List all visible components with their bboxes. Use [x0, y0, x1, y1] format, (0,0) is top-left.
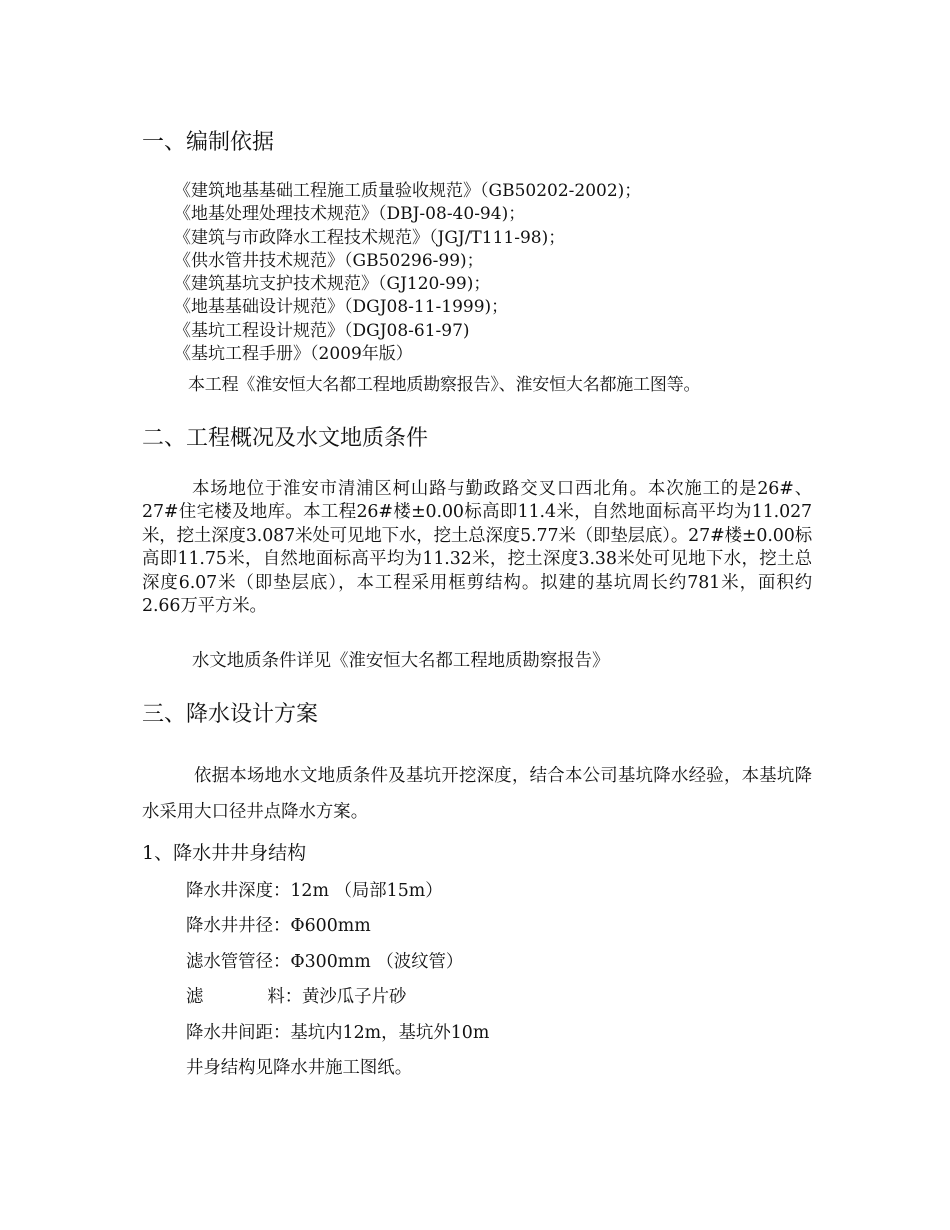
spec-item-depth — [186, 874, 489, 909]
project-overview-paragraph: 本场地位于淮安市清浦区柯山路与勤政路交叉口西北角。本次施工的是26#、27#住宅楼及地库。本工程26#楼±0.00标高即11.4米，自然地面标高平均为11.027米，挖土深度3.087米处可见地下水，挖土总深度5.77米（即垫层底）。27#楼±0.00标高即11.75米，自然地面标高平均为11.32米，挖土深度3.38米处可见地下水，挖土总深度6.07米（即垫层底），本工程采用框剪结构。拟建的基坑周长约781米，面积约2.66万平方米。 — [142, 479, 812, 617]
reference-item: 《基坑工程手册》（2009年版） — [174, 344, 413, 365]
reference-item: 《建筑与市政降水工程技术规范》（JGJ/T111-98)； — [174, 227, 566, 248]
spec-value: 基坑内12m，基坑外10m — [290, 1022, 490, 1043]
spec-item-filter-pipe — [186, 945, 489, 980]
design-paragraph: 依据本场地水文地质条件及基坑开挖深度，结合本公司基坑降水经验，本基坑降水采用大口径井点降水方案。 — [142, 766, 812, 822]
spec-value: 黄沙瓜子片砂 — [302, 987, 407, 1008]
reference-item: 《地基基础设计规范》（DGJ08-11-1999)； — [174, 297, 509, 318]
spec-label: 降水井深度： — [186, 881, 291, 901]
spec-item-filter-material — [186, 980, 489, 1015]
spec-label-part: 料： — [267, 987, 303, 1008]
spec-label: 滤水管管径： — [186, 951, 291, 972]
spec-label-part: 滤 — [186, 987, 204, 1008]
spec-label: 降水井井径： — [186, 916, 291, 937]
spec-value: 12m （局部15m） — [290, 881, 443, 901]
reference-item: 《建筑基坑支护技术规范》（GJ120-99)； — [174, 274, 491, 295]
section-heading-design: 三、降水设计方案 — [142, 702, 319, 727]
spec-label — [186, 980, 302, 1015]
reference-note: 本工程《淮安恒大名都工程地质勘察报告》、淮安恒大名都施工图等。 — [188, 375, 701, 395]
spec-item-spacing — [186, 1016, 489, 1051]
reference-item: 《建筑地基基础工程施工质量验收规范》（GB50202-2002)； — [174, 181, 642, 201]
spec-item-diameter — [186, 909, 489, 944]
spec-value: Φ600mm — [290, 916, 371, 937]
reference-item: 《基坑工程设计规范》（DGJ08-61-97) — [174, 320, 470, 341]
section-heading-overview: 二、工程概况及水文地质条件 — [142, 426, 429, 451]
reference-item: 《地基处理处理技术规范》（DBJ-08-40-94)； — [174, 204, 526, 225]
well-spec-list — [186, 874, 489, 1086]
subsection-heading-well-structure: 1、降水井井身结构 — [142, 842, 307, 864]
section-heading-basis: 一、编制依据 — [142, 130, 275, 155]
reference-item: 《供水管井技术规范》（GB50296-99)； — [174, 250, 484, 271]
hydrogeology-note: 水文地质条件详见《淮安恒大名都工程地质勘察报告》 — [192, 651, 610, 671]
spec-label: 降水井间距： — [186, 1022, 291, 1043]
reference-list — [174, 180, 641, 366]
spec-closing-note: 井身结构见降水井施工图纸。 — [186, 1058, 413, 1079]
spec-value: Φ300mm （波纹管） — [290, 951, 464, 972]
